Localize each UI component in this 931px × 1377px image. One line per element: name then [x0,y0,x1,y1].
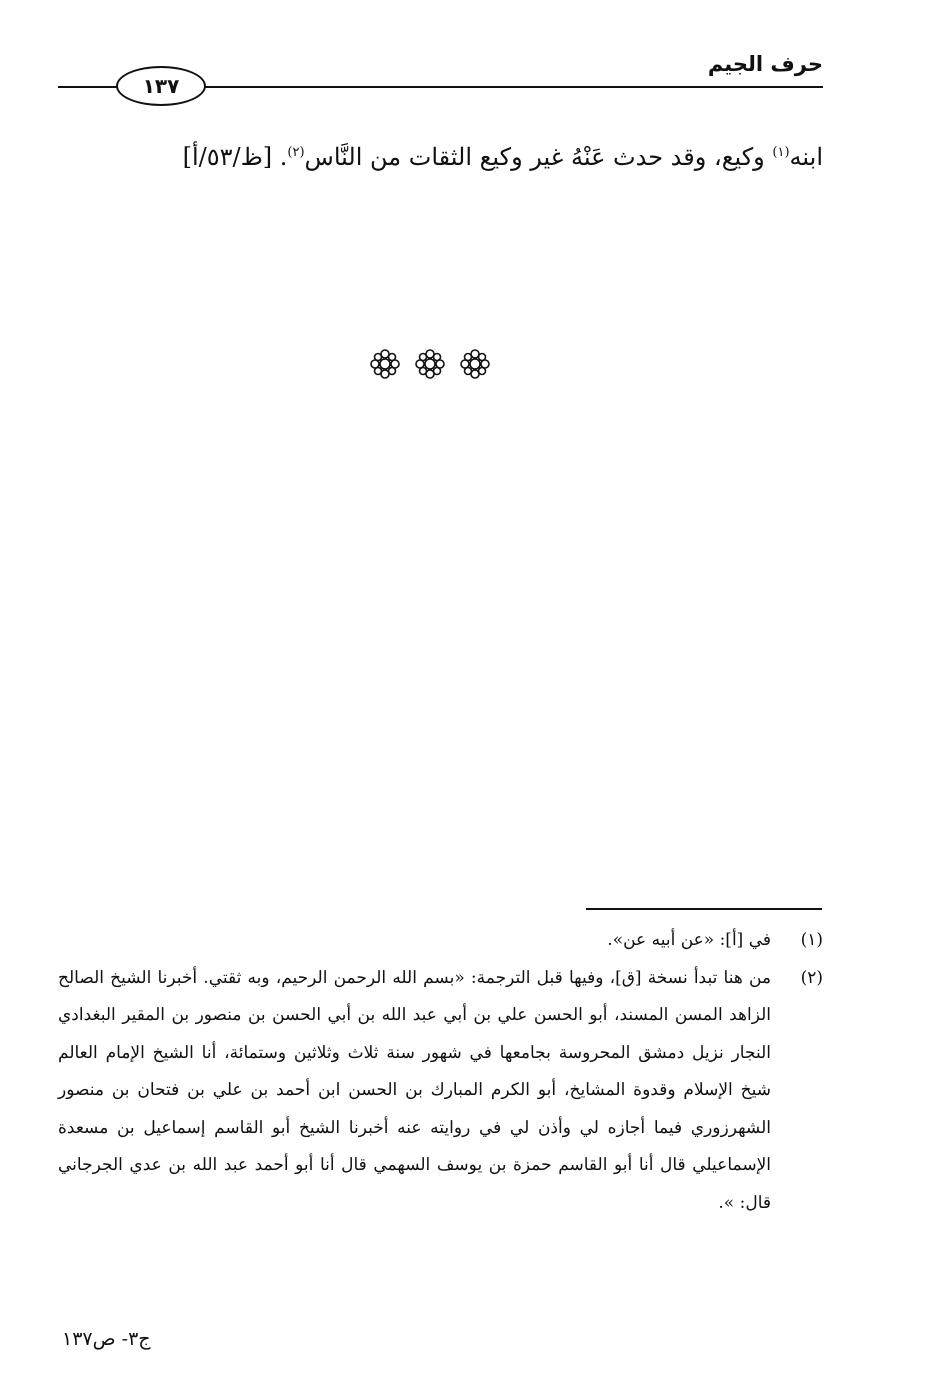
main-text-end: . [ظ/٥٣/أ] [182,143,288,171]
floral-ornament-icon [458,347,492,381]
footnote-number: (٢) [800,967,823,988]
footnote-ref-2[interactable]: (٢) [287,145,305,160]
footnote-text: في [أ]: «عن أبيه عن». [607,930,771,950]
floral-ornament-icon [413,347,447,381]
footnote-separator [586,908,822,910]
footnote-2 [58,960,823,1223]
main-text [110,132,823,182]
page-reference: ج٣- ص١٣٧ [62,1328,151,1350]
footnotes [58,922,823,1222]
footnote-ref-1[interactable]: (١) [772,145,790,160]
footnote-text: من هنا تبدأ نسخة [ق]، وفيها قبل الترجمة: «بسم الله الرحمن الرحيم، وبه ثقتي. أخبرنا الشيخ الصالح الزاهد المسن المسند، أبو الحسن علي بن أبي عبد الله بن أبي الحسن بن منصور بن المقير البغدادي النجار نزيل دمشق المحروسة بجامعها في شهور سنة ثلاث وثلاثين وستمائة، أنا الشيخ الإمام العالم شيخ الإسلام وقدوة المشايخ، أبو الكرم المبارك بن الحسن ابن أحمد بن علي بن فتحان بن منصور الشهرزوري فيما أجازه لي وأذن لي في روايته عنه أخبرنا الشيخ أبو القاسم إسماعيل بن مسعدة الإسماعيلي قال أنا أبو القاسم حمزة بن يوسف السهمي قال أنا أبو أحمد عبد الله بن عدي الجرجاني قال: ». [58,967,771,1213]
footnote-1 [58,922,823,960]
section-ornament [368,347,492,383]
page-number: ١٣٧ [116,66,206,106]
chapter-title: حرف الجيم [707,52,823,76]
floral-ornament-icon [368,347,402,381]
main-text-middle: وكيع، وقد حدث عَنْهُ غير وكيع الثقات من النَّاس [304,143,773,171]
main-text-start: ابنه [789,143,823,171]
footnote-number: (١) [800,930,823,950]
